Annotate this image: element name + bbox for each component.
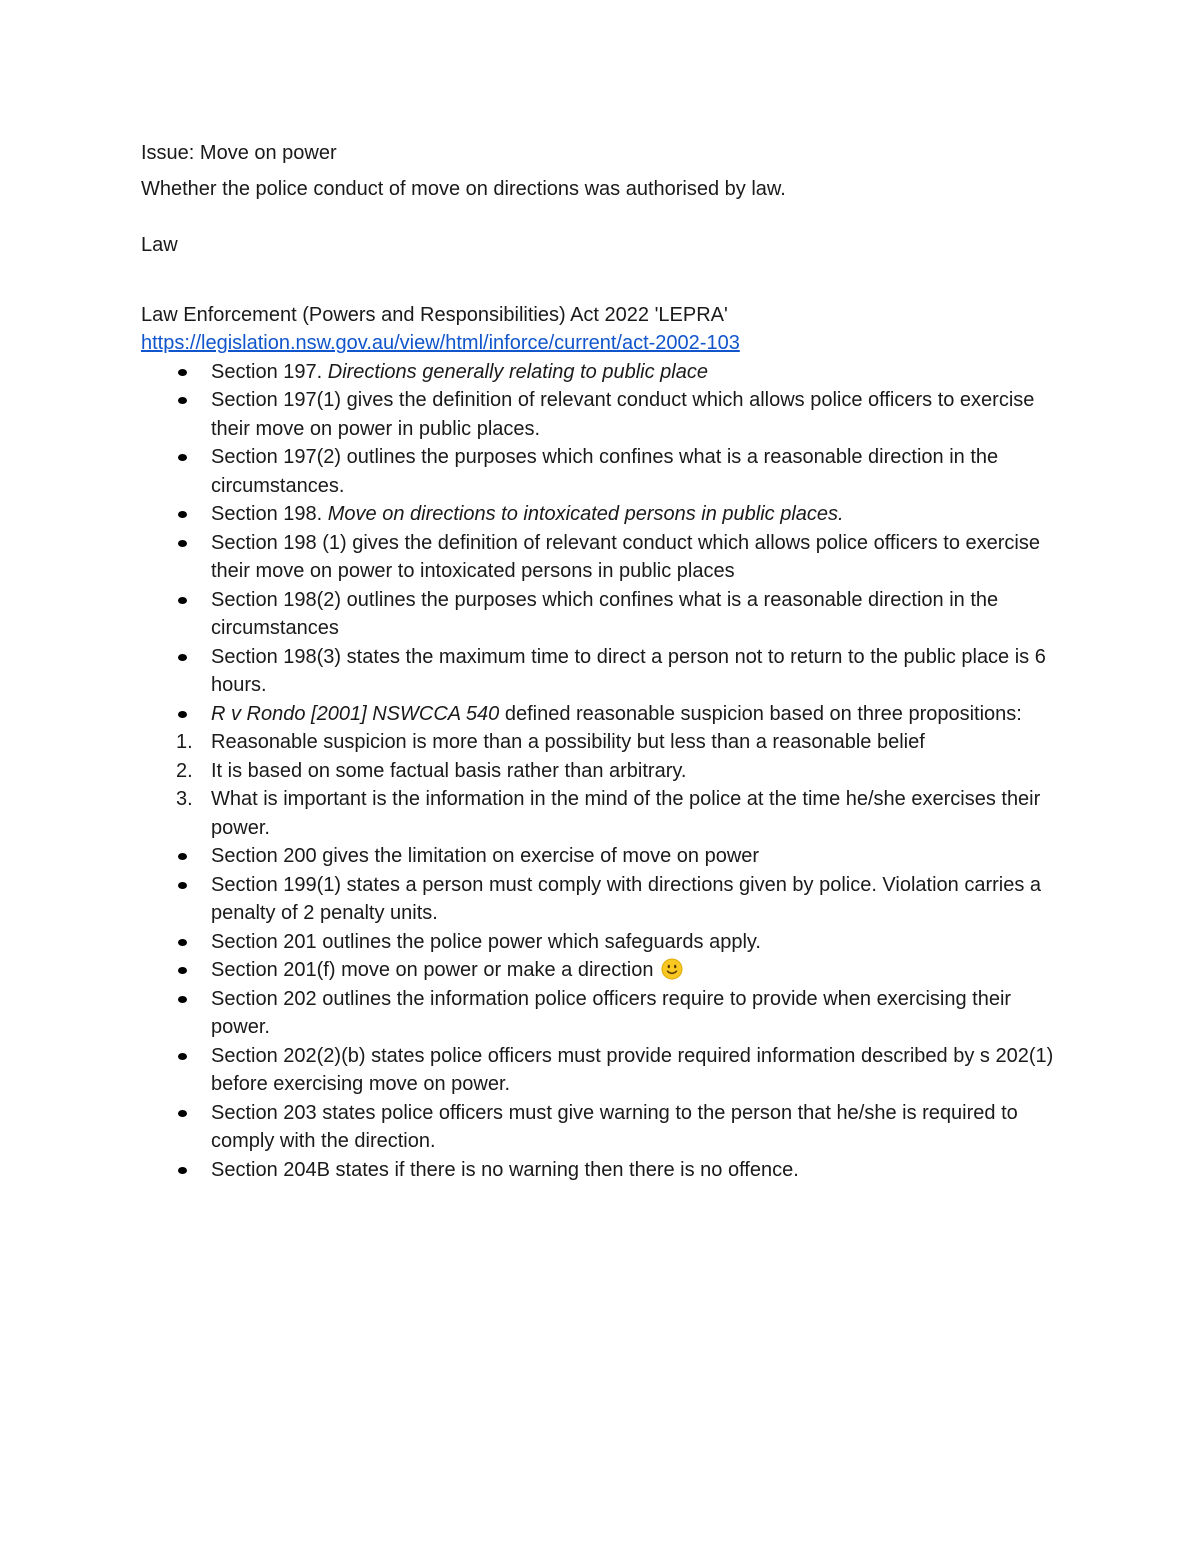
item-text: Section 200 gives the limitation on exercise of move on power xyxy=(211,845,760,867)
bullet-icon xyxy=(178,540,187,547)
bullet-icon xyxy=(178,882,187,889)
item-text: Section 201(f) move on power or make a direction xyxy=(211,959,659,981)
bullet-list-item xyxy=(141,956,1071,985)
bullet-icon xyxy=(178,369,187,376)
bullet-list-item xyxy=(141,358,1071,387)
bullet-icon xyxy=(178,397,187,404)
item-text: Section 202(2)(b) states police officers must provide required information described by s 202(1) before exercising move on power. xyxy=(211,1044,1054,1095)
bullet-list-item xyxy=(141,529,1071,586)
bullet-icon xyxy=(178,597,187,604)
bullet-list-item xyxy=(141,700,1071,729)
bullet-icon xyxy=(178,711,187,718)
item-text: It is based on some factual basis rather than arbitrary. xyxy=(211,759,687,782)
bullet-list-item xyxy=(141,1099,1071,1156)
item-text: Section 203 states police officers must give warning to the person that he/she is required to comply with the direction. xyxy=(211,1101,1018,1152)
item-italic-text: Directions generally relating to public place xyxy=(327,360,708,383)
bullet-list-item xyxy=(141,1156,1071,1185)
item-text: What is important is the information in the mind of the police at the time he/she exercises their power. xyxy=(211,788,1041,839)
item-text: Section 198. xyxy=(211,503,328,525)
item-italic-text: Move on directions to intoxicated persons in public places. xyxy=(327,503,844,525)
item-text: Section 198(3) states the maximum time to direct a person not to return to the public place is 6 hours. xyxy=(211,645,1046,696)
list-number: 1. xyxy=(176,731,193,753)
bullet-icon xyxy=(178,654,187,661)
bullet-list-item xyxy=(141,985,1071,1042)
bullet-icon xyxy=(178,939,187,946)
document-page xyxy=(141,139,1071,1184)
bullet-list-item xyxy=(141,871,1071,928)
provision-list xyxy=(141,358,1071,1185)
slightly-smiling-face-icon xyxy=(661,958,683,980)
bullet-icon xyxy=(178,511,187,518)
bullet-list-item xyxy=(141,1042,1071,1099)
issue-heading: Issue: Move on power xyxy=(141,142,337,164)
item-text: Section 197. xyxy=(211,360,328,383)
bullet-list-item xyxy=(141,386,1071,443)
bullet-list-item xyxy=(141,842,1071,871)
item-text: Section 202 outlines the information police officers require to provide when exercising their power. xyxy=(211,987,1012,1038)
numbered-list-item xyxy=(141,785,1071,842)
bullet-list-item xyxy=(141,500,1071,529)
item-text: Section 197(1) gives the definition of relevant conduct which allows police officers to exercise their move on power in public places. xyxy=(211,389,1035,440)
bullet-icon xyxy=(178,454,187,461)
act-link-line xyxy=(141,329,1071,358)
item-text: Section 204B states if there is no warning then there is no offence. xyxy=(211,1158,799,1181)
item-text: Section 198(2) outlines the purposes which confines what is a reasonable direction in the circumstances xyxy=(211,588,999,639)
bullet-list-item xyxy=(141,643,1071,700)
bullet-icon xyxy=(178,967,187,974)
item-text: Section 198 (1) gives the definition of relevant conduct which allows police officers to exercise their move on power to intoxicated persons in public places xyxy=(211,531,1040,582)
list-number: 3. xyxy=(176,788,193,810)
item-italic-text: R v Rondo [2001] NSWCCA 540 xyxy=(211,702,500,725)
bullet-icon xyxy=(178,996,187,1003)
numbered-list-item xyxy=(141,728,1071,757)
bullet-icon xyxy=(178,853,187,860)
act-link[interactable]: https://legislation.nsw.gov.au/view/html/inforce/current/act-2002-103 xyxy=(141,332,740,354)
item-text: Section 197(2) outlines the purposes which confines what is a reasonable direction in the circumstances. xyxy=(211,446,999,497)
bullet-list-item xyxy=(141,443,1071,500)
numbered-list-item xyxy=(141,757,1071,786)
item-text: Section 199(1) states a person must comply with directions given by police. Violation carries a penalty of 2 penalty units. xyxy=(211,873,1042,924)
item-text: Section 201 outlines the police power which safeguards apply. xyxy=(211,930,761,953)
bullet-list-item xyxy=(141,586,1071,643)
bullet-icon xyxy=(178,1167,187,1174)
issue-question: Whether the police conduct of move on directions was authorised by law. xyxy=(141,177,786,200)
act-title: Law Enforcement (Powers and Responsibilities) Act 2022 'LEPRA' xyxy=(141,303,728,326)
item-text: Reasonable suspicion is more than a possibility but less than a reasonable belief xyxy=(211,731,925,753)
item-text: defined reasonable suspicion based on three propositions: xyxy=(499,702,1022,725)
bullet-list-item xyxy=(141,928,1071,957)
list-number: 2. xyxy=(176,759,193,782)
law-heading: Law xyxy=(141,234,178,256)
bullet-icon xyxy=(178,1110,187,1117)
bullet-icon xyxy=(178,1053,187,1060)
